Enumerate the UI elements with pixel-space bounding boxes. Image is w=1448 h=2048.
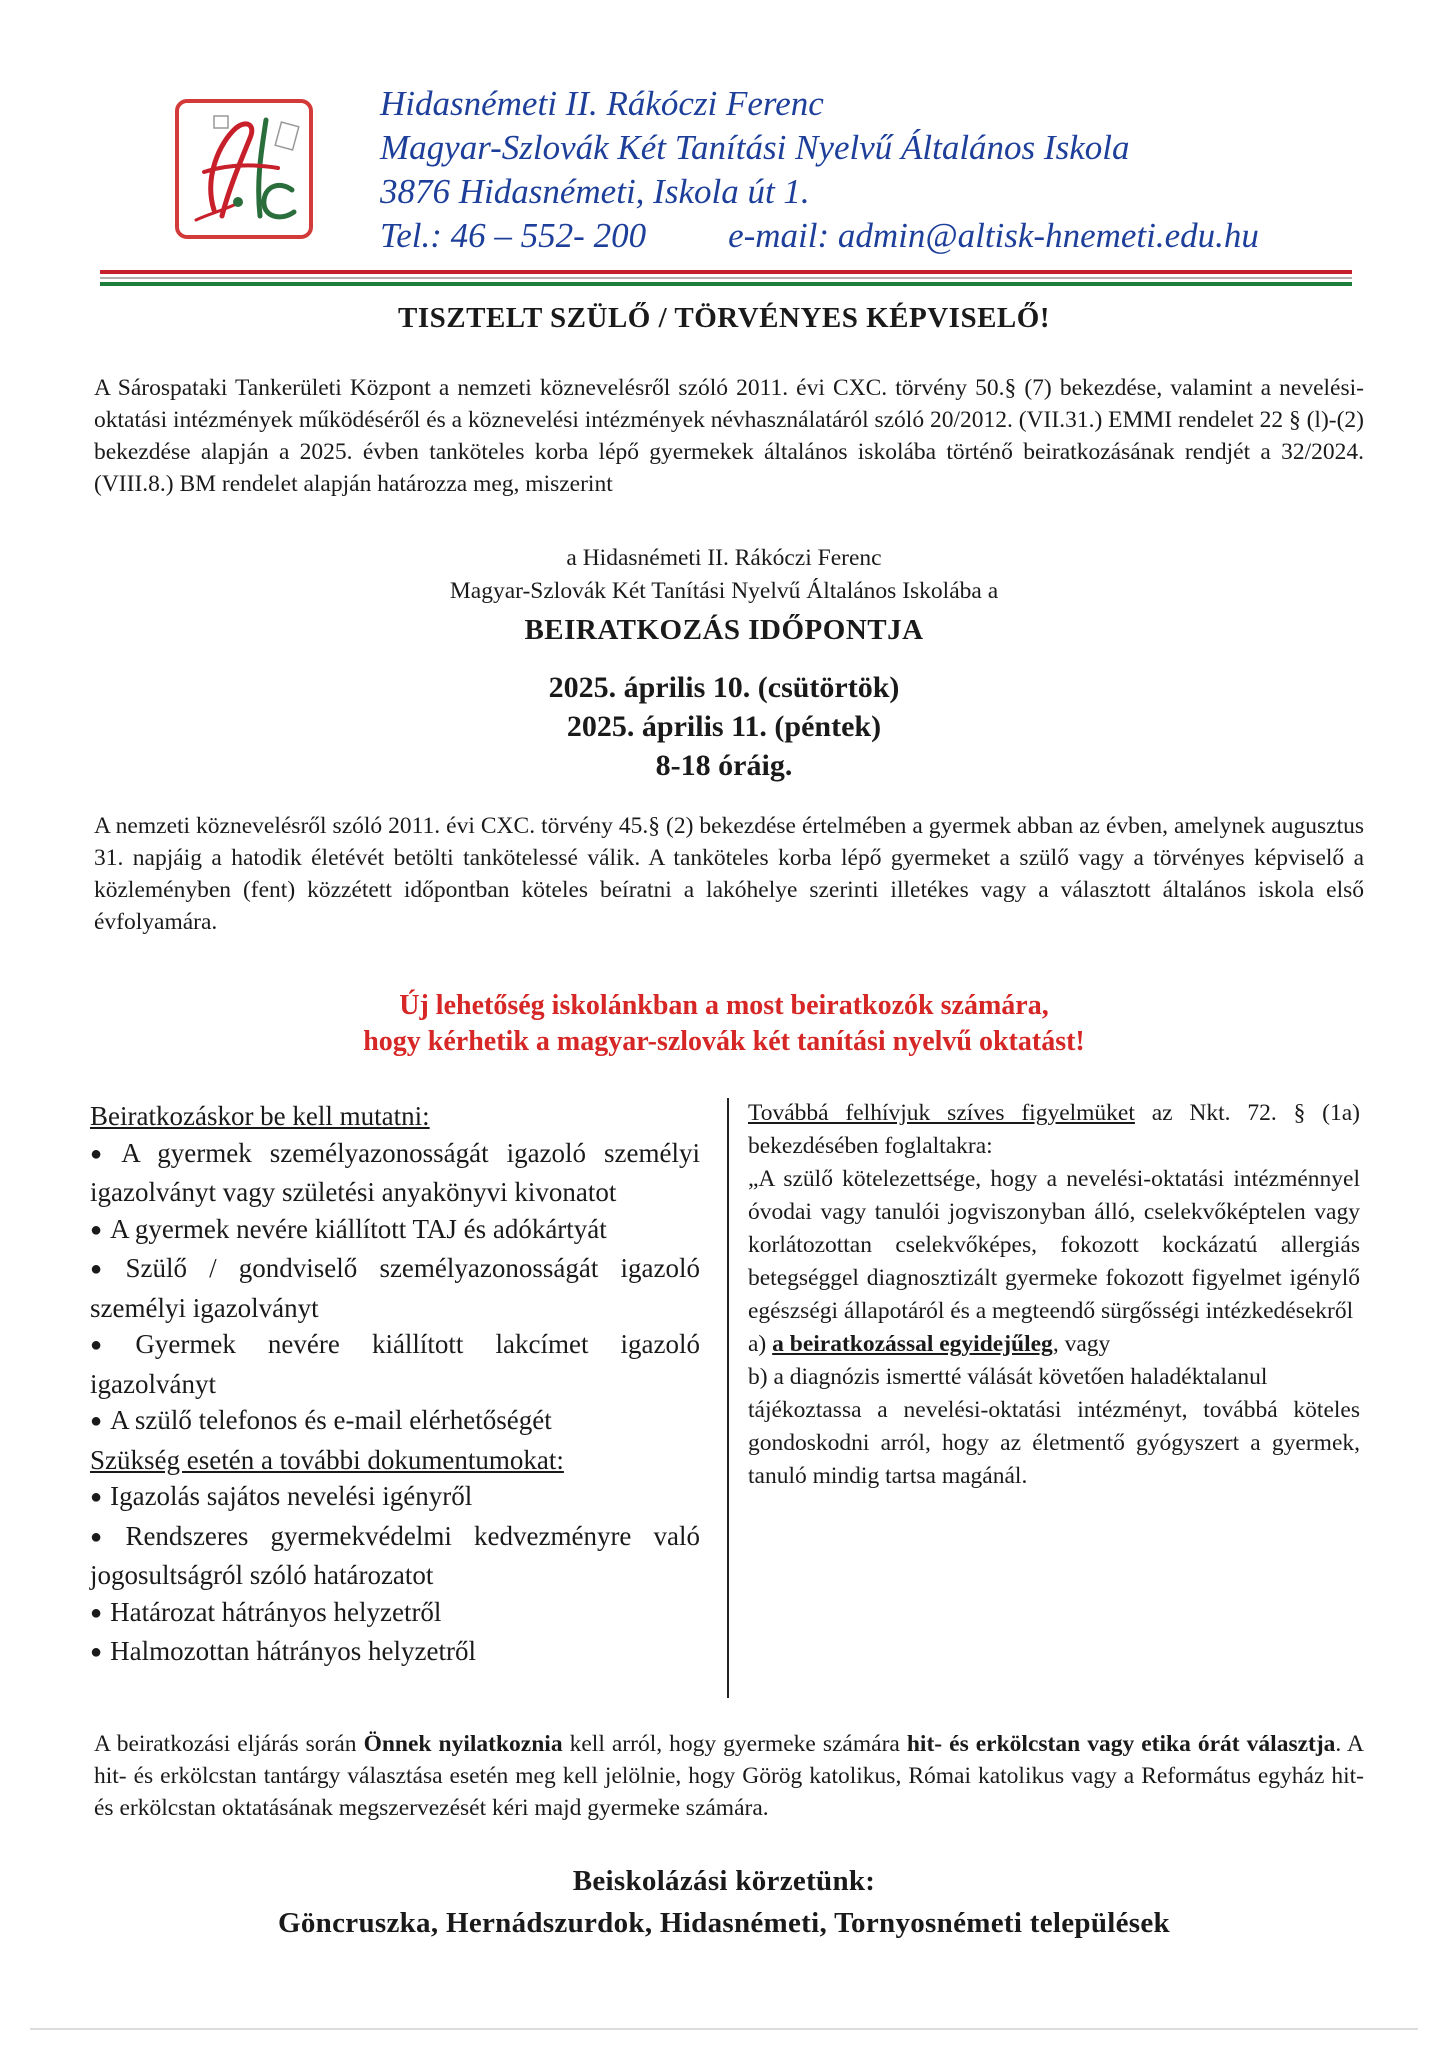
bullet-icon: ● [90, 1218, 103, 1241]
enrollment-dates [0, 668, 1448, 785]
list-item: ● Halmozottan hátrányos helyzetről [90, 1636, 476, 1666]
list-item: ● Gyermek nevére kiállított lakcímet igazoló igazolványt [90, 1329, 700, 1399]
school-address: 3876 Hidasnémeti, Iskola út 1. [380, 172, 810, 211]
school-header [380, 82, 1280, 258]
list-item: ● Határozat hátrányos helyzetről [90, 1596, 442, 1627]
list-item: ● A szülő telefonos és e-mail elérhetőségét [90, 1405, 552, 1435]
allergy-quote: „A szülő kötelezettsége, hogy a nevelési-oktatási intézménnyel óvodai vagy tanulói jogviszonyban álló, cselekvőképtelen vagy korlátozottan cselekvőképes, fokozott kockázatú allergiás betegséggel diagnosztizált gyermeke fokozott figyelmet igénylő egészségi állapotáról és a megteendő sürgősségi intézkedésekről [748, 1166, 1360, 1324]
district-places: Göncruszka, Hernádszurdok, Hidasnémeti, Tornyosnémeti települések [278, 1907, 1170, 1939]
school-logo [174, 98, 314, 240]
school-line: a Hidasnémeti II. Rákóczi Ferenc [566, 545, 882, 571]
list-item: ● A gyermek személyazonosságát igazoló személyi igazolványt vagy születési anyakönyvi kivonatot [90, 1137, 700, 1207]
bullet-icon: ● [90, 1410, 103, 1432]
bullet-icon: ● [90, 1334, 128, 1356]
school-phone: Tel.: 46 – 552- 200 [380, 216, 647, 255]
enrollment-announcement [0, 542, 1448, 650]
list-item: ● Szülő / gondviselő személyazonosságát igazoló személyi igazolványt [90, 1253, 700, 1323]
bullet-icon: ● [90, 1601, 103, 1624]
school-type-line: Magyar-Szlovák Két Tanítási Nyelvű Általános Iskolába a [449, 578, 999, 604]
enrollment-date-1: 2025. április 10. (csütörtök) [548, 671, 900, 704]
contact-line [380, 214, 1280, 258]
bullet-icon: ● [90, 1525, 118, 1548]
list-item: ● Rendszeres gyermekvédelmi kedvezményre való jogosultságról szóló határozatot [90, 1520, 700, 1590]
bullet-icon: ● [90, 1641, 103, 1663]
document-title: TISZTELT SZÜLŐ / TÖRVÉNYES KÉPVISELŐ! [398, 302, 1050, 334]
school-email: e-mail: admin@altisk-hnemeti.edu.hu [728, 216, 1259, 255]
required-documents [90, 1098, 700, 1673]
optional-heading: Szükség esetén a további dokumentumokat: [90, 1444, 564, 1475]
enrollment-heading: BEIRATKOZÁS IDŐPONTJA [524, 614, 924, 646]
religion-paragraph: A beiratkozási eljárás során Önnek nyilatkoznia kell arról, hogy gyermeke számára hit- és erkölcstan vagy etika órát választja. A hit- és erkölcstan tantárgy választása esetén meg kell jelölnie, hogy Görög katolikus, Római katolikus vagy a Református egyház hit- és erkölcstan oktatásának megszervezését kéri majd gyermeke számára. [94, 1731, 1365, 1821]
header-rule-white [100, 277, 1352, 279]
list-item: ● Igazolás sajátos nevelési igényről [90, 1481, 473, 1511]
bullet-icon: ● [90, 1142, 114, 1165]
allergy-lead: Továbbá felhívjuk szíves figyelmüket az Nkt. 72. § (1a) bekezdésében foglaltakra: [748, 1100, 1360, 1159]
bilingual-notice [0, 988, 1448, 1060]
scan-edge-line [30, 2028, 1418, 2030]
school-name-line1: Hidasnémeti II. Rákóczi Ferenc [380, 84, 824, 123]
district-block [0, 1860, 1448, 1944]
enrollment-date-2: 2025. április 11. (péntek) [566, 710, 882, 743]
bullet-icon: ● [90, 1486, 103, 1508]
district-heading: Beiskolázási körzetünk: [572, 1865, 876, 1897]
enrollment-hours: 8-18 óráig. [655, 749, 793, 782]
bullet-icon: ● [90, 1258, 118, 1280]
law-paragraph: A nemzeti köznevelésről szóló 2011. évi CXC. törvény 45.§ (2) bekezdése értelmében a gyermek abban az évben, amelynek augusztus 31. napjáig a hatodik életévét betölti tankötelessé válik. A tanköteles korba lépő gyermeket a szülő vagy a törvényes képviselő a közleményben (fent) közzétett időpontban köteles beíratni a lakóhelye szerinti illetékes vagy a választott általános iskola első évfolyamára. [94, 813, 1364, 935]
allergy-option-b: b) a diagnózis ismertté válását követően haladéktalanul [748, 1364, 1268, 1390]
allergy-option-a: a) a beiratkozással egyidejűleg, vagy [748, 1331, 1111, 1357]
bilingual-notice-line2: hogy kérhetik a magyar-szlovák két tanítási nyelvű oktatást! [363, 1026, 1085, 1057]
header-rule-green [100, 282, 1352, 286]
school-name-line2: Magyar-Szlovák Két Tanítási Nyelvű Általános Iskola [380, 128, 1130, 167]
intro-paragraph: A Sárospataki Tankerületi Központ a nemzeti köznevelésről szóló 2011. évi CXC. törvény 50.§ (7) bekezdése, valamint a nevelési-oktatási intézmények működéséről és a köznevelési intézmények névhasználatáról szóló 20/2012. (VII.31.) EMMI rendelet 22 § (l)-(2) bekezdése alapján a 2025. évben tanköteles korba lépő gyermekek általános iskolába történő beiratkozásának rendjét a 32/2024. (VIII.8.) BM rendelet alapján határozza meg, miszerint [94, 375, 1364, 497]
header-rule-red [100, 270, 1352, 274]
column-divider [727, 1098, 729, 1698]
allergy-notice [748, 1097, 1360, 1493]
list-item: ● A gyermek nevére kiállított TAJ és adókártyát [90, 1213, 607, 1244]
bilingual-notice-line1: Új lehetőség iskolánkban a most beiratkozók számára, [399, 990, 1049, 1021]
allergy-end: tájékoztassa a nevelési-oktatási intézményt, továbbá köteles gondoskodni arról, hogy az életmentő gyógyszert a gyermek, tanuló mindig tartsa magánál. [748, 1397, 1360, 1489]
required-heading: Beiratkozáskor be kell mutatni: [90, 1101, 430, 1131]
